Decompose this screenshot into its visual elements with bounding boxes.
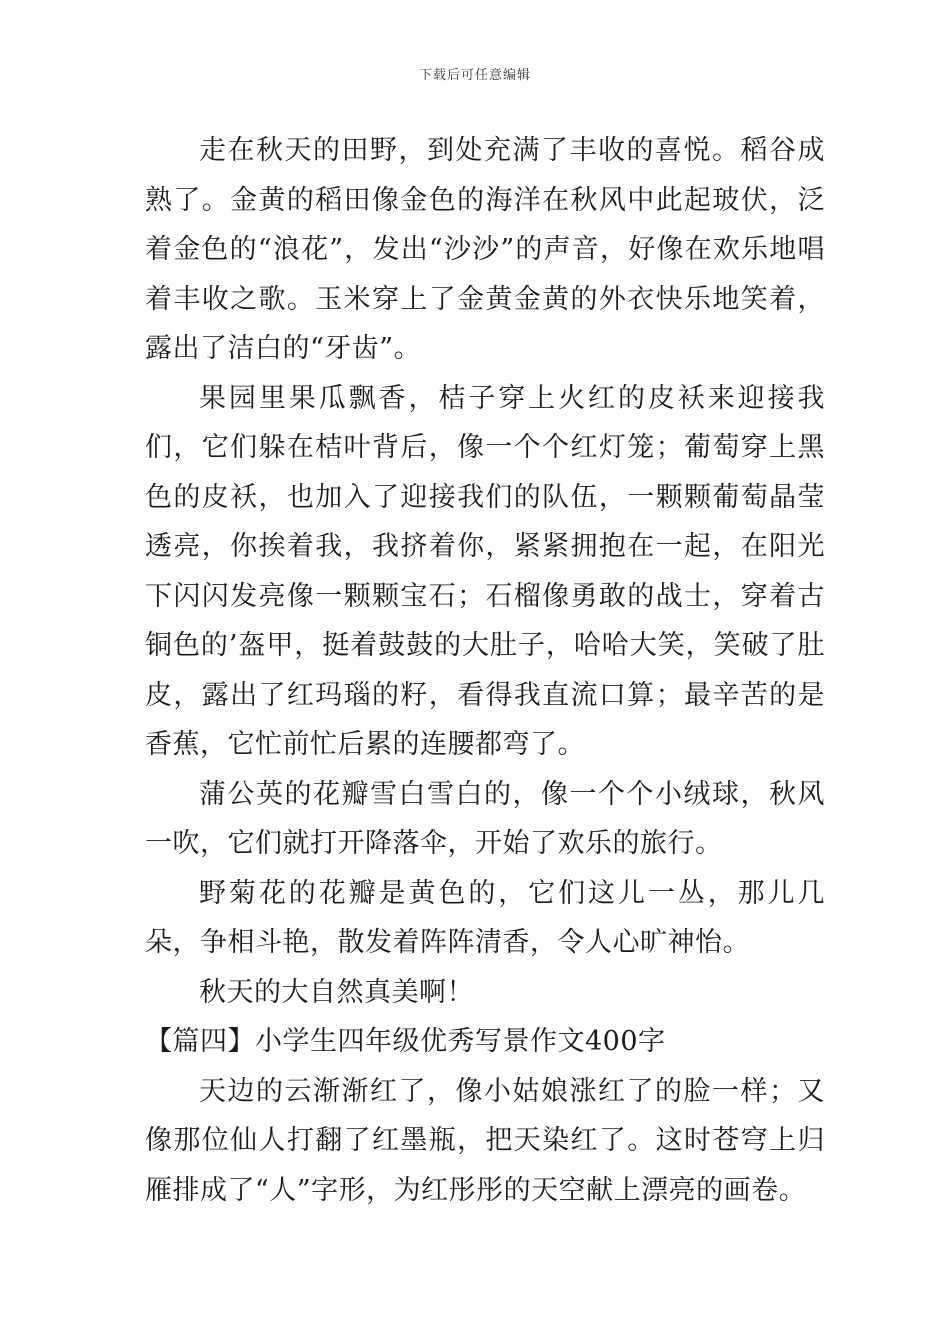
- document-body: [145, 126, 825, 1215]
- paragraph-red-clouds: 天边的云渐渐红了，像小姑娘涨红了的脸一样；又像那位仙人打翻了红墨瓶，把天染红了。这时苍穹上归雁排成了“人”字形，为红彤彤的天空献上漂亮的画卷。: [145, 1075, 825, 1206]
- paragraph-dandelion: 蒲公英的花瓣雪白雪白的，像一个个小绒球，秋风一吹，它们就打开降落伞，开始了欢乐的旅行。: [145, 778, 825, 859]
- paragraph-wild-chrysanthemum: 野菊花的花瓣是黄色的，它们这儿一丛，那儿几朵，争相斗艳，散发着阵阵清香，令人心旷神怡。: [145, 877, 825, 958]
- section-heading: 【篇四】小学生四年级优秀写景作文400字: [145, 1026, 666, 1057]
- paragraph-harvest-fields: 走在秋天的田野，到处充满了丰收的喜悦。稻谷成熟了。金黄的稻田像金色的海洋在秋风中此起玻伏，泛着金色的“浪花”，发出“沙沙”的声音，好像在欢乐地唱着丰收之歌。玉米穿上了金黄金黄的外衣快乐地笑着，露出了洁白的“牙齿”。: [145, 135, 825, 364]
- paragraph-orchard: 果园里果瓜飘香，桔子穿上火红的皮袄来迎接我们，它们躲在桔叶背后，像一个个红灯笼；葡萄穿上黑色的皮袄，也加入了迎接我们的队伍，一颗颗葡萄晶莹透亮，你挨着我，我挤着你，紧紧拥抱在一起，在阳光下闪闪发亮像一颗颗宝石；石榴像勇敢的战士，穿着古铜色的’盔甲，挺着鼓鼓的大肚子，哈哈大笑，笑破了肚皮，露出了红玛瑙的籽，看得我直流口算；最辛苦的是香蕉，它忙前忙后累的连腰都弯了。: [145, 382, 825, 760]
- paragraph-conclusion: 秋天的大自然真美啊！: [199, 976, 474, 1008]
- page-header-note: 下载后可任意编辑: [418, 68, 531, 83]
